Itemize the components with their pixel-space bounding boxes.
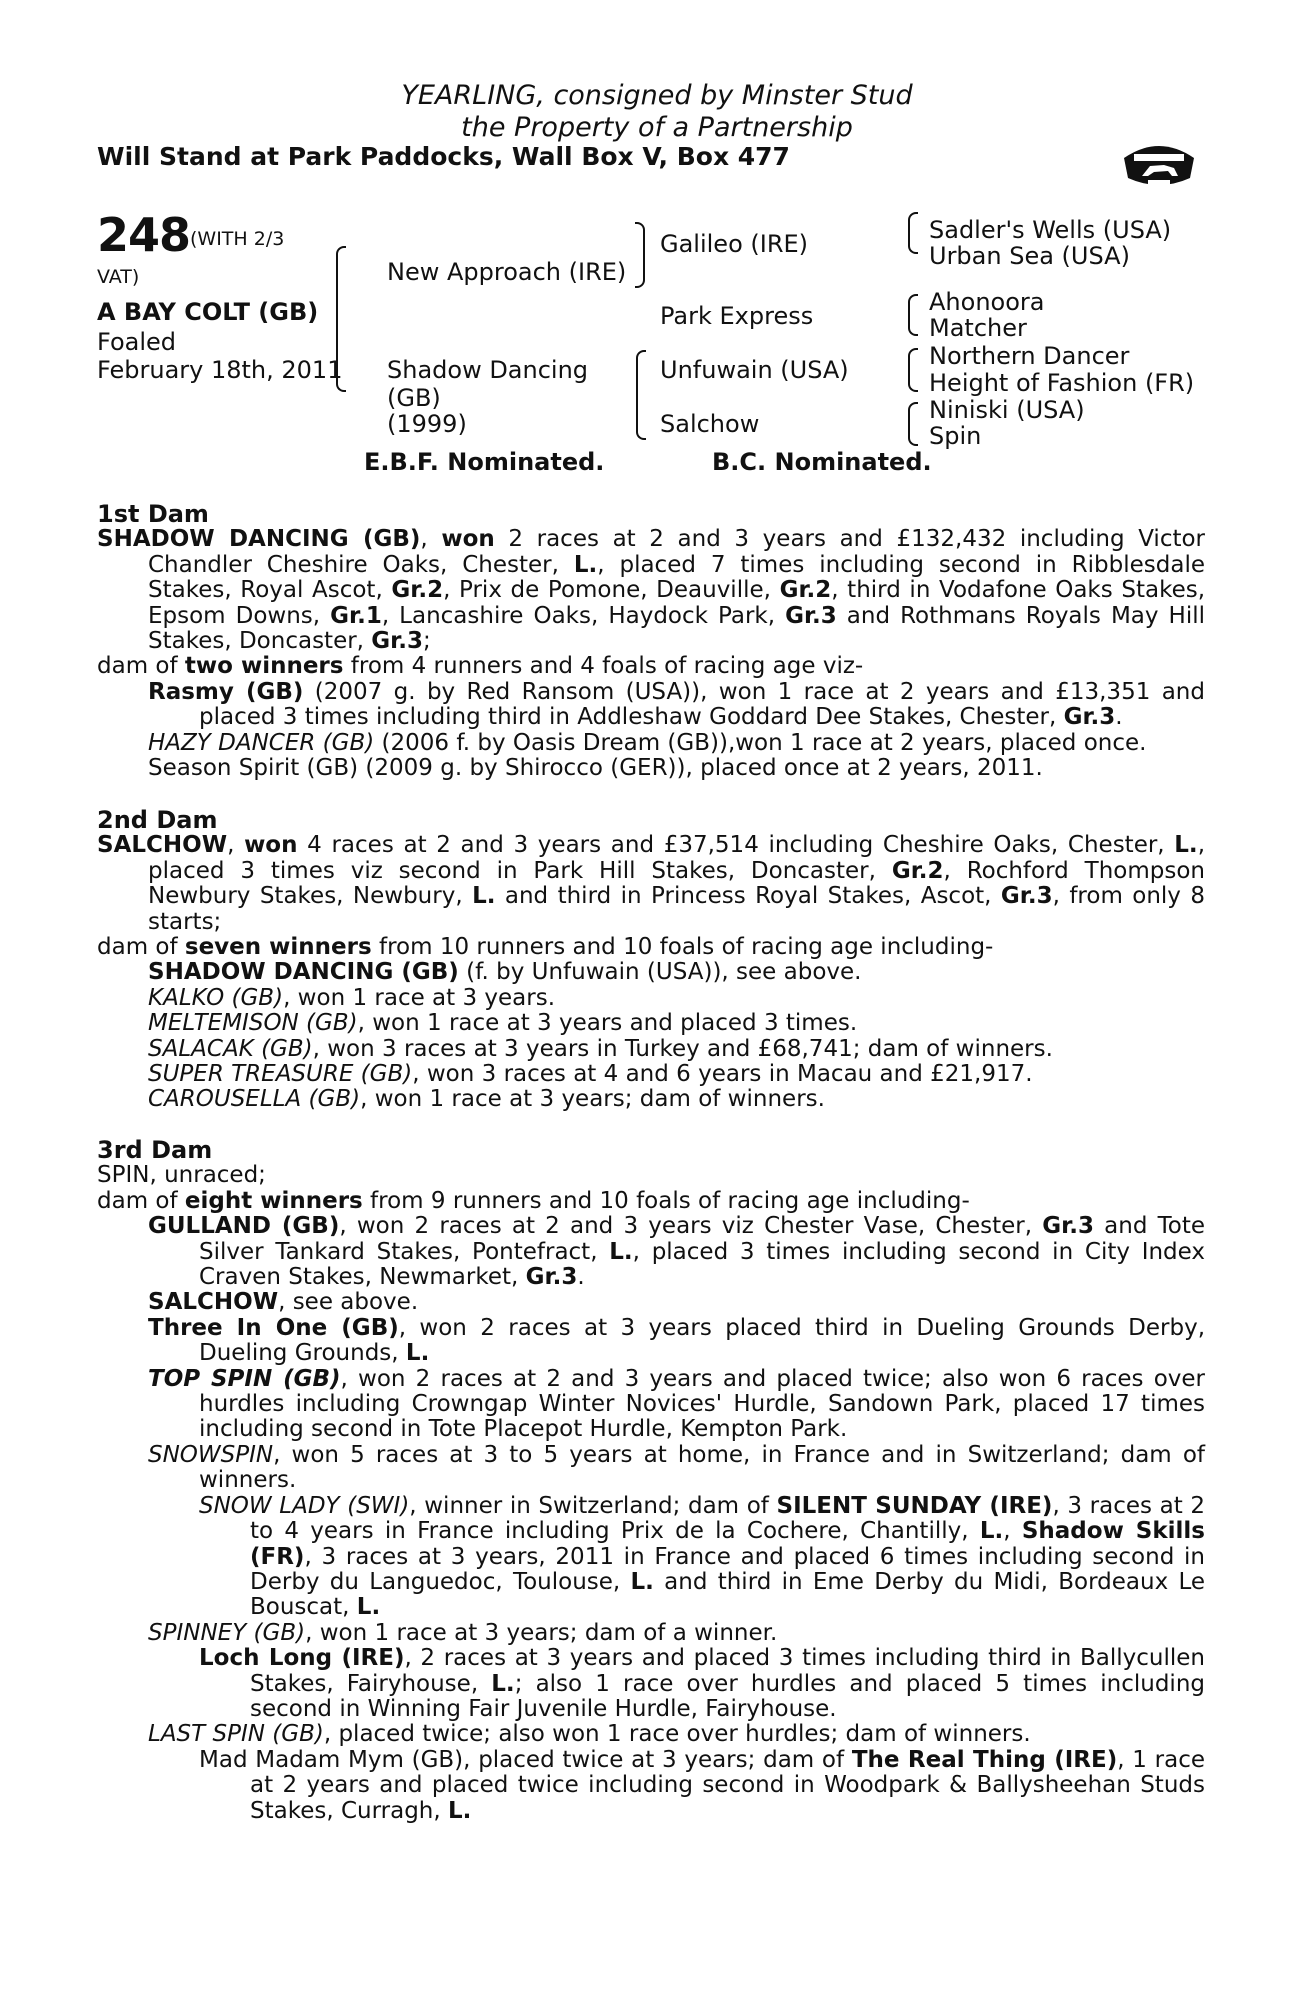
first-dam-foal-3: Season Spirit (GB) (2009 g. by Shirocco (GER)), placed once at 2 years, 2011. [148,755,1043,782]
third-dam-foal-6: SPINNEY (GB), won 1 race at 3 years; dam of a winner. [148,1619,778,1646]
bc-nominated: B.C. Nominated. [712,448,932,476]
second-dam-foal-5: SUPER TREASURE (GB), won 3 races at 4 and 6 years in Macau and £21,917. [148,1061,1033,1088]
third-dam-record: SPIN, unraced; [97,1162,266,1189]
stand-location: Will Stand at Park Paddocks, Wall Box V, Box 477 [97,142,790,171]
first-dam-produce-summary: dam of two winners from 4 runners and 4 foals of racing age viz- [97,653,864,680]
third-dam-title: 3rd Dam [97,1136,213,1164]
second-dam-foal-4: SALACAK (GB), won 3 races at 3 years in Turkey and £68,741; dam of winners. [148,1035,1053,1062]
lot-name: A BAY COLT (GB) [97,298,319,326]
pedigree-dam-dam: Salchow [660,410,760,438]
pedigree-ssd: Urban Sea (USA) [929,242,1130,270]
second-dam-title: 2nd Dam [97,806,218,834]
third-dam-foal-2: SALCHOW, see above. [148,1289,419,1316]
third-dam-foal-7: LAST SPIN (GB), placed twice; also won 1 race over hurdles; dam of winners. [148,1721,1031,1748]
pedigree-dam-sire: Unfuwain (USA) [660,356,849,384]
second-dam-foal-1: SHADOW DANCING (GB) (f. by Unfuwain (USA)), see above. [148,959,862,986]
second-dam-foal-3: MELTEMISON (GB), won 1 race at 3 years and placed 3 times. [148,1010,858,1037]
header-line-1: YEARLING, consigned by Minster Stud [401,80,913,111]
third-dam-grandfoal-3: Mad Madam Mym (GB), placed twice at 3 years; dam of The Real Thing (IRE), 1 race at 2 years and placed twice including second in Woodpark & Ballysheehan Studs Stakes, Curragh, L. [199,1746,1205,1824]
pedigree-dds: Niniski (USA) [929,396,1085,424]
second-dam-produce-summary: dam of seven winners from 10 runners and 10 foals of racing age including- [97,934,994,961]
first-dam-title: 1st Dam [97,500,209,528]
third-dam-foal-5: SNOWSPIN, won 5 races at 3 to 5 years at home, in France and in Switzerland; dam of winners. [148,1441,1205,1494]
ebf-nominated: E.B.F. Nominated. [364,448,605,476]
pedigree-dam-line-1: Shadow Dancing [387,356,589,384]
first-dam-foal-2: HAZY DANCER (GB) (2006 f. by Oasis Dream (GB)),won 1 race at 2 years, placed once. [148,729,1147,756]
pedigree-brace-dam [636,350,646,440]
third-dam-grandfoal-1: SNOW LADY (SWI), winner in Switzerland; dam of SILENT SUNDAY (IRE), 3 races at 2 to 4 years in France including Prix de la Cochere, Chantilly, L., Shadow Skills (FR), 3 races at 3 years, 2011 in France and placed 6 times including second in Derby du Languedoc, Toulouse, L. and third in Eme Derby du Midi, Bordeaux Le Bouscat, L. [199,1492,1206,1621]
pedigree-ddd: Spin [929,422,982,450]
third-dam-foal-3: Three In One (GB), won 2 races at 3 years placed third in Dueling Grounds Derby, Dueling Grounds, L. [148,1314,1206,1367]
third-dam-produce-summary: dam of eight winners from 9 runners and 10 foals of racing age including- [97,1187,970,1214]
pedigree-brace-sd [908,294,918,336]
lot-number: 248 [97,208,191,262]
pedigree-dsd: Height of Fashion (FR) [929,369,1195,397]
pedigree-sss: Sadler's Wells (USA) [929,216,1172,244]
pedigree-brace-main [336,246,346,392]
yearling-bonus-logo-icon [1120,132,1198,194]
lot-vat-line-2: VAT) [97,266,140,288]
first-dam-foal-1: Rasmy (GB) (2007 g. by Red Ransom (USA)), won 1 race at 2 years and £13,351 and placed 3 times including third in Addleshaw Goddard Dee Stakes, Chester, Gr.3. [148,678,1205,731]
second-dam-foal-2: KALKO (GB), won 1 race at 3 years. [148,984,556,1011]
second-dam-foal-6: CAROUSELLA (GB), won 1 race at 3 years; dam of winners. [148,1086,825,1113]
lot-vat-line-1: (WITH 2/3 [190,228,285,250]
pedigree-dam-line-2: (GB) [387,384,441,412]
pedigree-sdd: Matcher [929,314,1027,342]
second-dam-record: SALCHOW, won 4 races at 2 and 3 years and £37,514 including Cheshire Oaks, Chester, L., placed 3 times viz second in Park Hill Stakes, Doncaster, Gr.2, Rochford Thompson Newbury Stakes, Newbury, L. and third in Princess Royal Stakes, Ascot, Gr.3, from only 8 starts; [97,832,1205,935]
third-dam-section [97,1138,1205,1824]
pedigree-brace-dd [908,402,918,446]
third-dam-foal-1: GULLAND (GB), won 2 races at 2 and 3 years viz Chester Vase, Chester, Gr.3 and Tote Silver Tankard Stakes, Pontefract, L., placed 3 times including second in City Index Craven Stakes, Newmarket, Gr.3. [148,1213,1206,1291]
third-dam-foal-4: TOP SPIN (GB), won 2 races at 2 and 3 years and placed twice; also won 6 races over hurdles including Crowngap Winter Novices' Hurdle, Sandown Park, placed 17 times including second in Tote Placepot Hurdle, Kempton Park. [148,1365,1205,1443]
foaled-date: February 18th, 2011 [97,356,343,384]
pedigree-sds: Ahonoora [929,288,1045,316]
pedigree-brace-sire [635,222,645,288]
pedigree-brace-ds [908,348,918,392]
pedigree-brace-ss [908,212,918,254]
first-dam-record: SHADOW DANCING (GB), won 2 races at 2 and 3 years and £132,432 including Victor Chandler Cheshire Oaks, Chester, L., placed 7 times including second in Ribblesdale Stakes, Royal Ascot, Gr.2, Prix de Pomone, Deauville, Gr.2, third in Vodafone Oaks Stakes, Epsom Downs, Gr.1, Lancashire Oaks, Haydock Park, Gr.3 and Rothmans Royals May Hill Stakes, Doncaster, Gr.3; [97,526,1206,655]
foaled-label: Foaled [97,328,177,356]
third-dam-grandfoal-2: Loch Long (IRE), 2 races at 3 years and placed 3 times including third in Ballycullen Stakes, Fairyhouse, L.; also 1 race over hurdles and placed 5 times including second in Winning Fair Juvenile Hurdle, Fairyhouse. [199,1645,1206,1722]
pedigree-dss: Northern Dancer [929,342,1130,370]
first-dam-section [97,502,1205,781]
second-dam-section [97,808,1205,1113]
pedigree-sire-dam: Park Express [660,302,814,330]
header-line-2: the Property of a Partnership [461,112,853,143]
pedigree-sire: New Approach (IRE) [387,258,627,286]
pedigree-dam-line-3: (1999) [387,410,467,438]
pedigree-sire-sire: Galileo (IRE) [660,230,809,258]
